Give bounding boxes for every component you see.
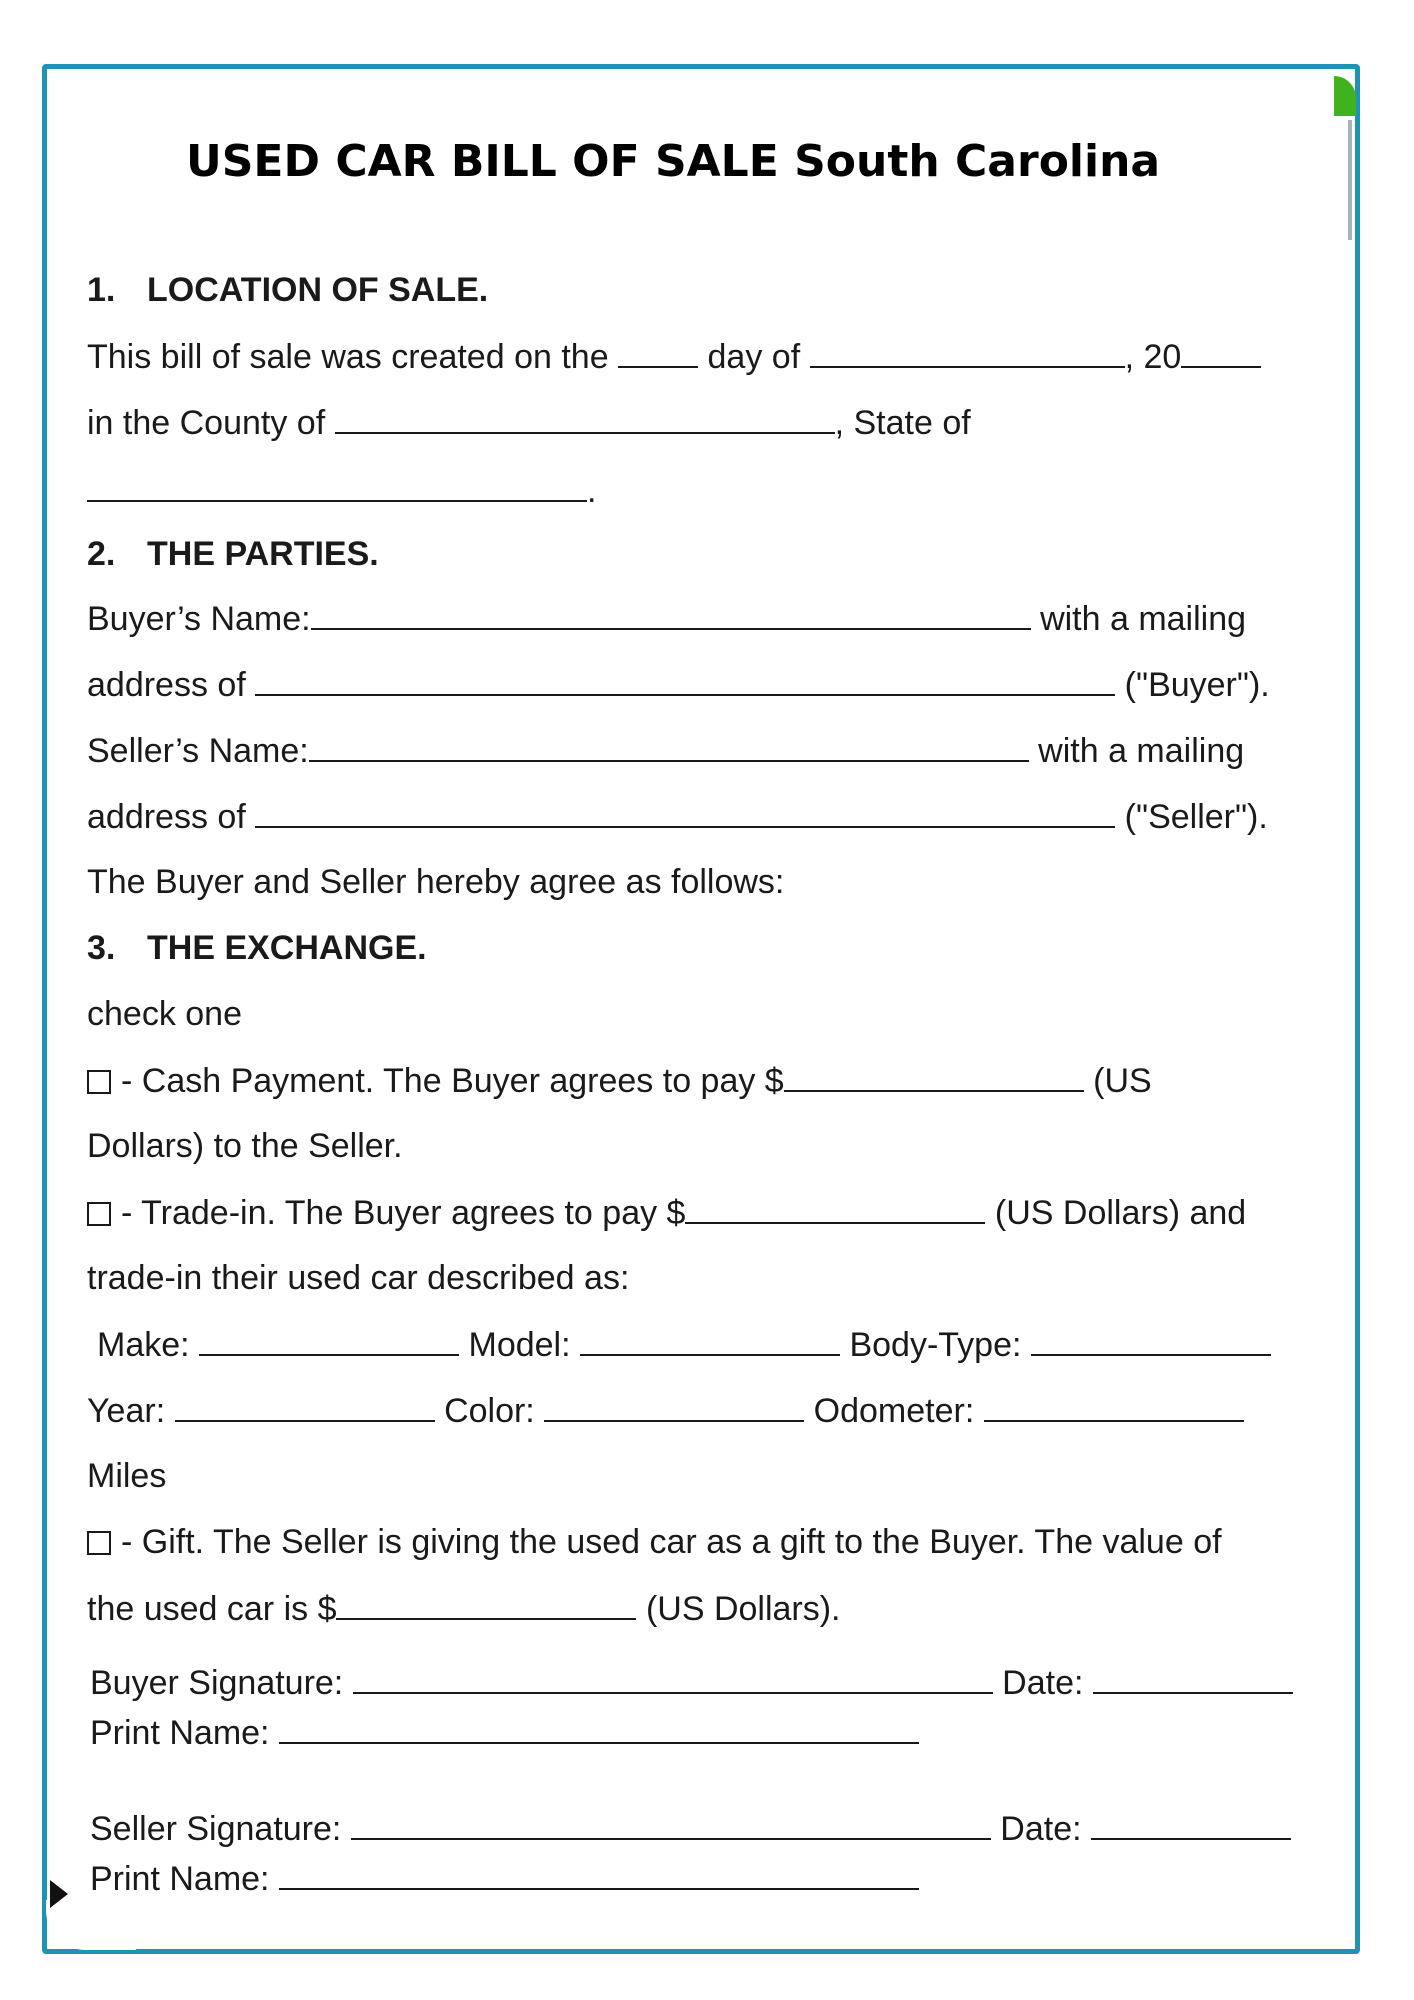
miles-label: Miles [87, 1457, 167, 1495]
seller-address-field[interactable] [255, 796, 1115, 828]
seller-date-field[interactable] [1091, 1808, 1291, 1840]
arrow-icon [50, 1880, 68, 1908]
gift-value-field[interactable] [336, 1588, 636, 1620]
trade-checkbox[interactable] [87, 1202, 111, 1226]
trade-option-cont: trade-in their used car described as: [87, 1259, 630, 1297]
seller-name-line: Seller’s Name: with a mailing [87, 732, 1245, 770]
seller-signature-line: Seller Signature: Date: [90, 1808, 1291, 1849]
model-field[interactable] [580, 1324, 840, 1356]
location-line-2: in the County of , State of [87, 404, 971, 442]
day-field[interactable] [618, 336, 698, 368]
year-field-vehicle[interactable] [175, 1390, 435, 1422]
seller-address-line: address of ("Seller"). [87, 798, 1268, 836]
make-field[interactable] [199, 1324, 459, 1356]
agreement-text: The Buyer and Seller hereby agree as follows: [87, 863, 785, 901]
buyer-print-name-field[interactable] [279, 1712, 919, 1744]
county-field[interactable] [335, 402, 835, 434]
buyer-signature-field[interactable] [353, 1662, 993, 1694]
buyer-address-line: address of ("Buyer"). [87, 666, 1270, 704]
cash-option: - Cash Payment. The Buyer agrees to pay $ (US [87, 1060, 1152, 1101]
section-heading-location: 1. LOCATION OF SALE. [87, 271, 489, 309]
buyer-address-field[interactable] [255, 664, 1115, 696]
year-field[interactable] [1181, 336, 1261, 368]
odometer-field[interactable] [984, 1390, 1244, 1422]
buyer-name-field[interactable] [311, 598, 1031, 630]
seller-signature-field[interactable] [351, 1808, 991, 1840]
edge-line [1348, 120, 1352, 240]
section-heading-exchange: 3. THE EXCHANGE. [87, 929, 427, 967]
vehicle-line-2: Year: Color: Odometer: [87, 1390, 1244, 1431]
cash-amount-field[interactable] [784, 1060, 1084, 1092]
seller-name-field[interactable] [309, 730, 1029, 762]
cash-option-cont: Dollars) to the Seller. [87, 1127, 403, 1165]
section-heading-parties: 2. THE PARTIES. [87, 535, 379, 573]
trade-option: - Trade-in. The Buyer agrees to pay $ (US Dollars) and [87, 1192, 1246, 1233]
document-title: USED CAR BILL OF SALE South Carolina [186, 136, 1161, 187]
seller-print-name-line: Print Name: [90, 1858, 919, 1899]
gift-value-line: the used car is $ (US Dollars). [87, 1590, 841, 1628]
buyer-date-field[interactable] [1093, 1662, 1293, 1694]
check-one-label: check one [87, 995, 242, 1033]
buyer-name-line: Buyer’s Name: with a mailing [87, 600, 1247, 638]
vehicle-line-1: Make: Model: Body-Type: [97, 1324, 1271, 1365]
buyer-print-name-line: Print Name: [90, 1712, 919, 1753]
buyer-signature-line: Buyer Signature: Date: [90, 1662, 1293, 1703]
trade-amount-field[interactable] [685, 1192, 985, 1224]
state-field[interactable] [87, 470, 587, 502]
month-field[interactable] [810, 336, 1125, 368]
gift-option: - Gift. The Seller is giving the used car as a gift to the Buyer. The value of [87, 1522, 1222, 1562]
color-field[interactable] [544, 1390, 804, 1422]
seller-print-name-field[interactable] [279, 1858, 919, 1890]
body-type-field[interactable] [1031, 1324, 1271, 1356]
location-line-1: This bill of sale was created on the day of , 20 [87, 336, 1261, 377]
location-line-3: . [87, 470, 596, 511]
cash-checkbox[interactable] [87, 1070, 111, 1094]
gift-checkbox[interactable] [87, 1531, 111, 1555]
